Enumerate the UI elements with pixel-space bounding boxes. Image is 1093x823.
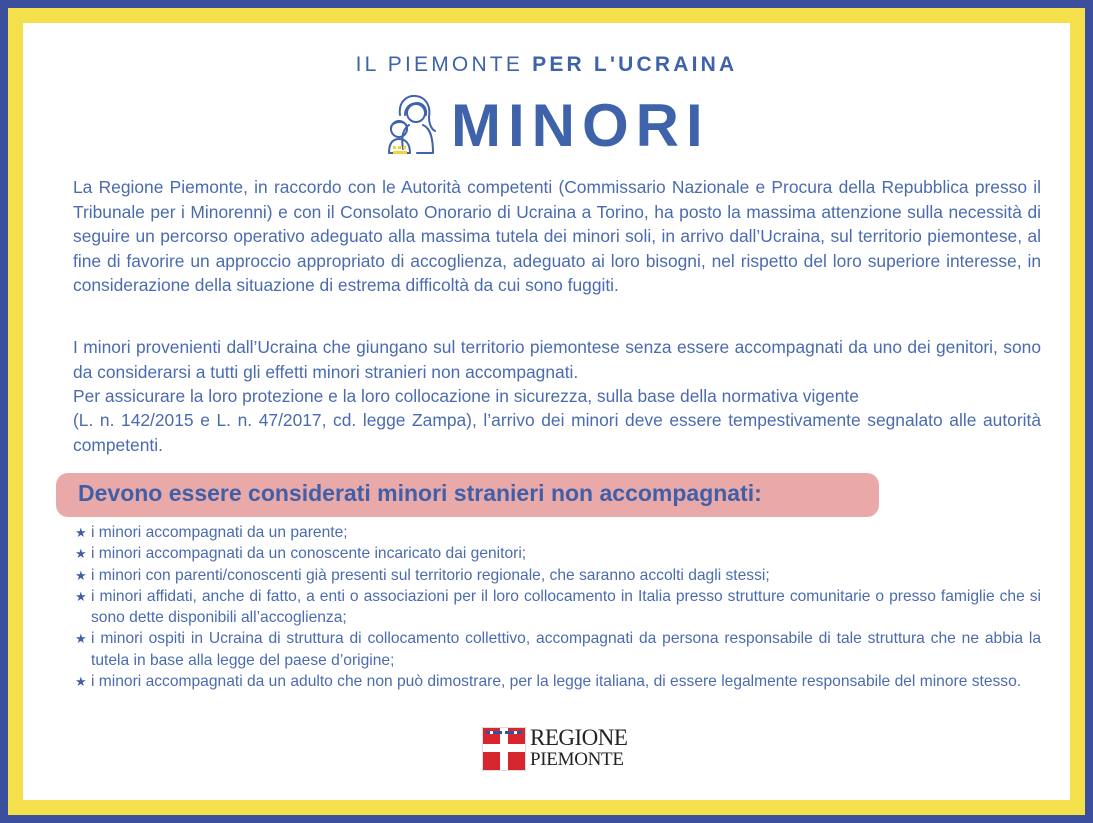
star-icon: ★ <box>75 546 87 562</box>
page-title: MINORI <box>451 92 710 159</box>
law-paragraph: (L. n. 142/2015 e L. n. 47/2017, cd. legge Zampa), l’arrivo dei minori deve essere tempestivamente segnalato alle autorità competenti. <box>73 410 1041 455</box>
title-row <box>383 93 723 163</box>
list-item: ★ i minori accompagnati da un parente; <box>75 522 1041 543</box>
list-item: ★ i minori con parenti/conoscenti già presenti sul territorio regionale, che saranno accolti dagli stessi; <box>75 565 1041 586</box>
intro-paragraph: La Regione Piemonte, in raccordo con le Autorità competenti (Commissario Nazionale e Procura della Repubblica presso il Tribunale per i Minorenni) e con il Consolato Onorario di Ucraina a Torino, ha posto la massima attenzione sulla necessità di seguire un percorso operativo adeguato alla massima tutela dei minori soli, in arrivo dall’Ucraina, sul territorio piemontese, al fine di favorire un approccio appropriato di accoglienza, adeguato ai loro bisogni, nel rispetto del loro superiore interesse, in considerazione della situazione di estrema difficoltà da cui sono fuggiti. <box>73 177 1041 295</box>
logo-line1: REGIONE <box>530 725 628 750</box>
star-icon: ★ <box>75 674 87 690</box>
poster-card <box>23 23 1070 800</box>
highlight-banner <box>56 473 879 517</box>
star-icon: ★ <box>75 567 87 583</box>
criteria-list <box>75 522 1041 692</box>
highlight-text: Devono essere considerati minori stranieri non accompagnati: <box>78 480 762 506</box>
list-item: ★ i minori accompagnati da un adulto che non può dimostrare, per la legge italiana, di essere legalmente responsabile del minore stesso. <box>75 671 1041 692</box>
star-icon: ★ <box>75 588 87 604</box>
list-item: ★ i minori affidati, anche di fatto, a enti o associazioni per il loro collocamento in Italia presso strutture comunitarie o presso famiglie che si sono dette disponibili all’accoglienza; <box>75 587 1041 627</box>
piemonte-flag-icon <box>482 727 526 771</box>
regione-piemonte-logo <box>482 727 632 771</box>
minors-paragraph: I minori provenienti dall’Ucraina che giungano sul territorio piemontese senza essere accompagnati da uno dei genitori, sono da considerarsi a tutti gli effetti minori stranieri non accompagnati. <box>73 337 1041 382</box>
star-icon: ★ <box>75 525 87 540</box>
list-item: ★ i minori accompagnati da un conoscente incaricato dai genitori; <box>75 543 1041 564</box>
logo-line2: PIEMONTE <box>530 749 624 770</box>
family-icon <box>383 93 443 157</box>
star-icon: ★ <box>75 631 87 647</box>
header-topline <box>23 53 1070 77</box>
topline-light: IL PIEMONTE <box>355 53 524 76</box>
list-item: ★ i minori ospiti in Ucraina di struttura di collocamento collettivo, accompagnati da persona responsabile di tale struttura che ne abbia la tutela in base alla legge del paese d’origine; <box>75 630 1041 669</box>
protection-paragraph: Per assicurare la loro protezione e la loro collocazione in sicurezza, sulla base della normativa vigente <box>73 386 859 406</box>
logo-text <box>530 727 627 771</box>
topline-bold: PER L'UCRAINA <box>532 53 738 76</box>
